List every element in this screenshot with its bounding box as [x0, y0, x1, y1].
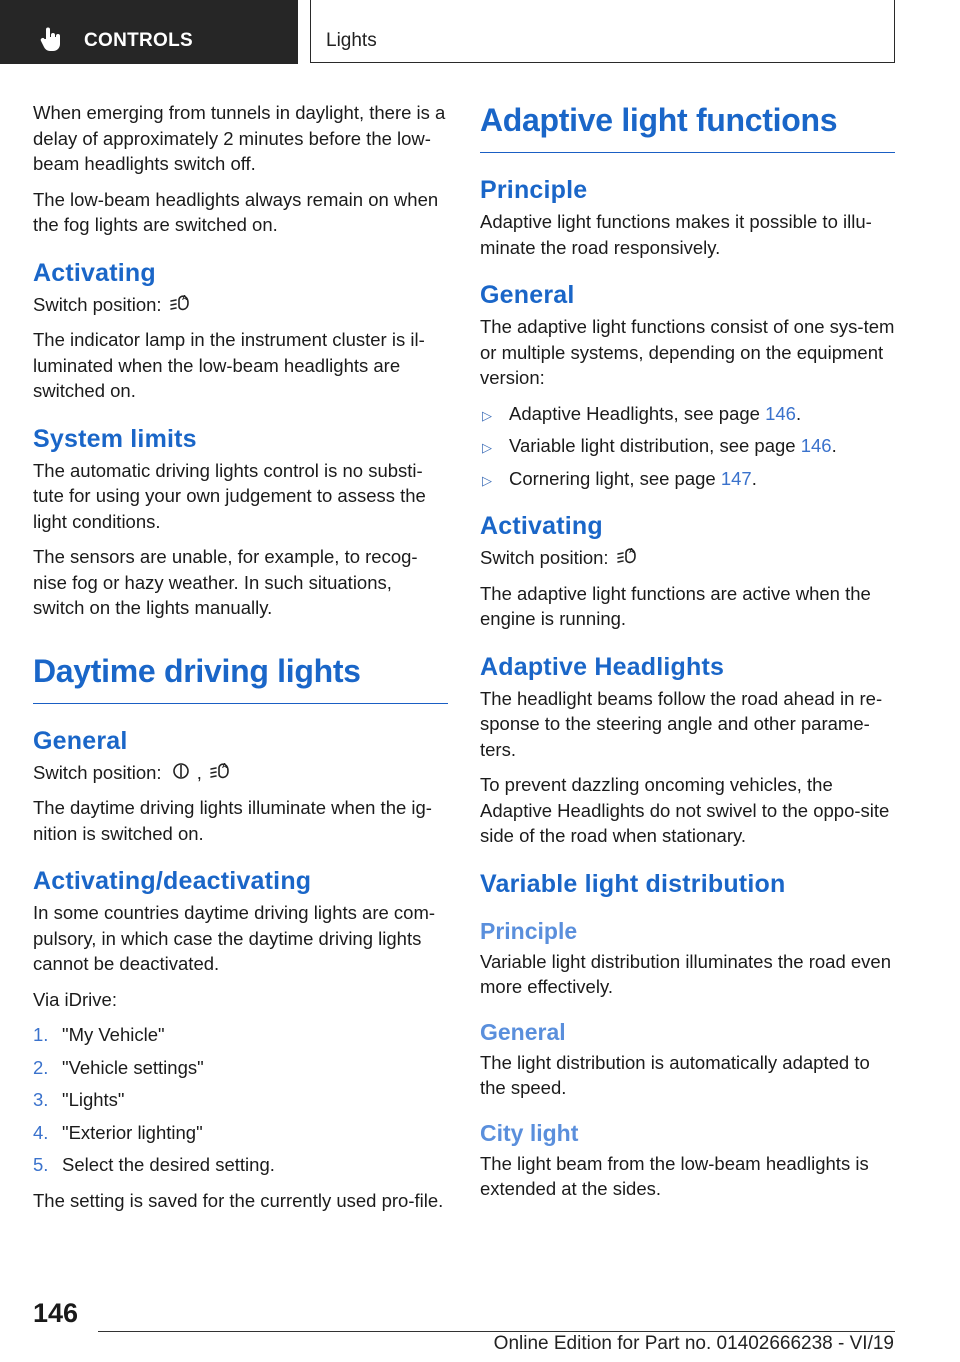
paragraph: Adaptive light functions makes it possible to illu‐minate the road responsively.: [480, 211, 872, 258]
paragraph: The daytime driving lights illuminate when the ig‐nition is switched on.: [33, 797, 432, 844]
idrive-steps-list: [33, 1022, 448, 1178]
paragraph: The adaptive light functions consist of one sys‐tem or multiple systems, depending on the equipment version:: [480, 316, 895, 388]
paragraph: To prevent dazzling oncoming vehicles, the Adaptive Headlights do not swivel to the oppo‐site side of the road when stationary.: [480, 774, 890, 846]
triangle-bullet-icon: ▷: [482, 407, 492, 423]
heading-variable-light-distribution: Variable light distribution: [480, 869, 786, 898]
heading-adaptive-headlights: Adaptive Headlights: [480, 652, 725, 681]
page-link[interactable]: 146: [800, 435, 832, 456]
paragraph: The light beam from the low-beam headlights is extended at the sides.: [480, 1152, 869, 1199]
paragraph: The low-beam headlights always remain on when the fog lights are switched on.: [33, 188, 439, 235]
switch-position-line: Switch position: , A: [33, 760, 448, 786]
footer-divider: [98, 1331, 895, 1332]
heading-general: General: [480, 281, 575, 309]
list-item: 4. "Exterior lighting": [33, 1121, 203, 1143]
auto-headlight-icon: [170, 292, 192, 314]
heading-principle: Principle: [480, 176, 588, 204]
subheading-city-light: City light: [480, 1119, 579, 1146]
triangle-bullet-icon: ▷: [482, 440, 492, 455]
separator: ,: [196, 761, 202, 783]
paragraph: The headlight beams follow the road ahead in re‐sponse to the steering angle and other parame‐ters.: [480, 687, 883, 760]
paragraph: When emerging from tunnels in daylight, there is a delay of approximately 2 minutes before the low-beam headlights switch off.: [33, 102, 446, 174]
paragraph: The indicator lamp in the instrument cluster is il‐luminated when the low-beam headlights are switched on.: [33, 329, 425, 401]
subheading-general: General: [480, 1018, 566, 1045]
triangle-bullet-icon: ▷: [482, 472, 492, 488]
switch-position-line: Switch position: A: [33, 292, 448, 318]
auto-headlight-icon: [617, 545, 639, 567]
heading-activating-deactivating: Activating/deactivating: [33, 867, 312, 895]
paragraph: Via iDrive:: [33, 988, 117, 1010]
page-link[interactable]: 146: [765, 402, 796, 424]
list-item: 3. "Lights": [33, 1089, 125, 1110]
paragraph: The setting is saved for the currently used pro‐file.: [33, 1189, 444, 1211]
svg-text:A: A: [181, 294, 187, 302]
hand-pointer-icon: [40, 26, 64, 52]
edition-note: Online Edition for Part no. 01402666238 - VI/19: [493, 1333, 894, 1354]
heading-system-limits: System limits: [33, 424, 197, 453]
auto-headlight-icon: [210, 760, 232, 782]
list-item: ▷ Adaptive Headlights, see page 146.: [480, 401, 895, 427]
list-item: 5. Select the desired setting.: [33, 1154, 275, 1175]
section-tab: [0, 0, 298, 64]
heading-adaptive-light-functions: Adaptive light functions: [480, 100, 895, 153]
list-item: 1. "My Vehicle": [33, 1024, 165, 1045]
subheading-principle: Principle: [480, 917, 578, 944]
list-item: 2. "Vehicle settings": [33, 1056, 204, 1078]
heading-activating: Activating: [33, 258, 156, 287]
chapter-header: [310, 0, 895, 63]
heading-general: General: [33, 726, 128, 755]
list-item: ▷ Cornering light, see page 147.: [480, 466, 895, 492]
list-item: ▷ Variable light distribution, see page 146.: [480, 433, 895, 459]
heading-daytime-driving-lights: Daytime driving lights: [33, 651, 448, 704]
left-column: [33, 100, 448, 1223]
svg-text:A: A: [221, 762, 227, 770]
heading-activating: Activating: [480, 512, 603, 540]
paragraph: Variable light distribution illuminates the road even more effectively.: [480, 950, 892, 997]
lights-off-icon: [170, 760, 192, 782]
right-column: [480, 100, 895, 1212]
systems-list: [480, 401, 895, 492]
chapter-label: Lights: [326, 30, 377, 51]
page-number: 146: [33, 1298, 79, 1328]
paragraph: The adaptive light functions are active when the engine is running.: [480, 582, 871, 629]
switch-position-line: Switch position: A: [480, 545, 895, 571]
paragraph: The light distribution is automatically adapted to the speed.: [480, 1051, 870, 1098]
svg-text:A: A: [628, 548, 634, 555]
paragraph: In some countries daytime driving lights are com‐pulsory, in which case the daytime driving lights cannot be deactivated.: [33, 902, 436, 974]
paragraph: The sensors are unable, for example, to recog‐nise fog or hazy weather. In such situations, switch on the lights manually.: [33, 546, 418, 618]
section-label: CONTROLS: [84, 30, 194, 51]
paragraph: The automatic driving lights control is no substi‐tute for using your own judgement to assess the light conditions.: [33, 459, 426, 532]
page-link[interactable]: 147: [720, 467, 752, 489]
